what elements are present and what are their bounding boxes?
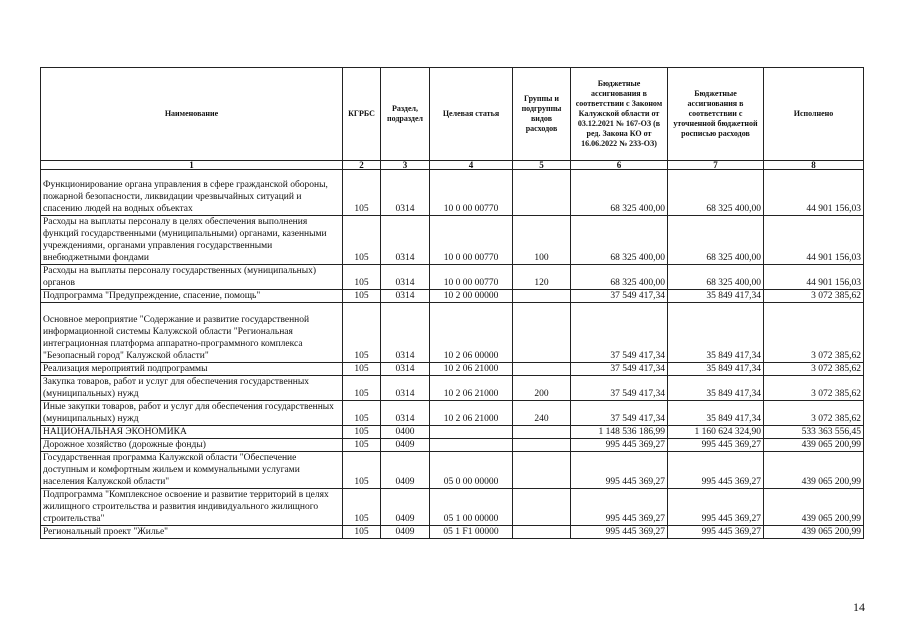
row-refined-allocation: 68 325 400,00: [668, 265, 764, 290]
row-target-article: 10 0 00 00770: [430, 216, 513, 265]
row-name: Реализация мероприятий подпрограммы: [41, 363, 343, 376]
row-refined-allocation: 35 849 417,34: [668, 401, 764, 426]
column-number: 5: [513, 161, 571, 170]
row-target-article: 10 2 06 21000: [430, 363, 513, 376]
table-row: [41, 452, 864, 489]
row-executed: 3 072 385,62: [764, 363, 864, 376]
row-executed: 3 072 385,62: [764, 290, 864, 303]
row-name: Расходы на выплаты персоналу в целях обеспечения выполнения функций государственными (муниципальными) органами, казенными учреждениями, органами управления государственными внебюджетными фондами: [41, 216, 343, 265]
row-kgrbs: 105: [343, 170, 381, 216]
row-refined-allocation: 995 445 369,27: [668, 526, 764, 539]
table-row: [41, 401, 864, 426]
row-section: 0314: [381, 401, 430, 426]
row-executed: 439 065 200,99: [764, 489, 864, 526]
row-executed: 439 065 200,99: [764, 452, 864, 489]
row-kgrbs: 105: [343, 265, 381, 290]
column-number: 6: [571, 161, 668, 170]
row-name: Региональный проект "Жилье": [41, 526, 343, 539]
row-target-article: 05 1 F1 00000: [430, 526, 513, 539]
row-kgrbs: 105: [343, 303, 381, 363]
row-executed: 533 363 556,45: [764, 426, 864, 439]
row-law-allocation: 37 549 417,34: [571, 401, 668, 426]
column-number: 4: [430, 161, 513, 170]
row-target-article: 10 0 00 00770: [430, 265, 513, 290]
table-row: [41, 526, 864, 539]
table-row: [41, 363, 864, 376]
row-kgrbs: 105: [343, 426, 381, 439]
row-section: 0314: [381, 216, 430, 265]
row-kgrbs: 105: [343, 363, 381, 376]
row-target-article: 10 2 06 21000: [430, 401, 513, 426]
row-law-allocation: 37 549 417,34: [571, 303, 668, 363]
row-target-article: [430, 439, 513, 452]
header-executed: Исполнено: [764, 68, 864, 161]
row-expense-group: [513, 363, 571, 376]
row-refined-allocation: 995 445 369,27: [668, 452, 764, 489]
column-number: 2: [343, 161, 381, 170]
row-expense-group: [513, 290, 571, 303]
table-row: [41, 216, 864, 265]
row-law-allocation: 68 325 400,00: [571, 265, 668, 290]
row-expense-group: 120: [513, 265, 571, 290]
row-refined-allocation: 35 849 417,34: [668, 290, 764, 303]
row-expense-group: [513, 426, 571, 439]
header-target-article: Целевая статья: [430, 68, 513, 161]
row-section: 0314: [381, 376, 430, 401]
table-row: [41, 439, 864, 452]
row-executed: 3 072 385,62: [764, 376, 864, 401]
row-target-article: 05 1 00 00000: [430, 489, 513, 526]
header-expense-groups: Группы и подгруппы видов расходов: [513, 68, 571, 161]
header-refined-allocations: Бюджетные ассигнования в соответствии с уточненной бюджетной росписью расходов: [668, 68, 764, 161]
row-expense-group: [513, 489, 571, 526]
page-number: 14: [853, 600, 865, 614]
row-section: 0409: [381, 526, 430, 539]
row-name: Дорожное хозяйство (дорожные фонды): [41, 439, 343, 452]
row-expense-group: [513, 170, 571, 216]
row-name: Функционирование органа управления в сфере гражданской обороны, пожарной безопасности, ликвидации чрезвычайных ситуаций и спасению людей на водных объектах: [41, 170, 343, 216]
row-refined-allocation: 1 160 624 324,90: [668, 426, 764, 439]
row-law-allocation: 68 325 400,00: [571, 216, 668, 265]
row-section: 0314: [381, 170, 430, 216]
row-refined-allocation: 35 849 417,34: [668, 363, 764, 376]
row-section: 0314: [381, 290, 430, 303]
row-section: 0409: [381, 489, 430, 526]
row-refined-allocation: 68 325 400,00: [668, 216, 764, 265]
row-law-allocation: 995 445 369,27: [571, 526, 668, 539]
budget-table: [40, 67, 864, 539]
row-kgrbs: 105: [343, 489, 381, 526]
column-number: 1: [41, 161, 343, 170]
row-refined-allocation: 68 325 400,00: [668, 170, 764, 216]
row-executed: 439 065 200,99: [764, 439, 864, 452]
row-executed: 3 072 385,62: [764, 401, 864, 426]
row-refined-allocation: 35 849 417,34: [668, 303, 764, 363]
row-target-article: 10 0 00 00770: [430, 170, 513, 216]
row-expense-group: [513, 452, 571, 489]
table-row: [41, 170, 864, 216]
header-kgrbs: КГРБС: [343, 68, 381, 161]
column-number: 7: [668, 161, 764, 170]
row-target-article: [430, 426, 513, 439]
row-name: НАЦИОНАЛЬНАЯ ЭКОНОМИКА: [41, 426, 343, 439]
row-refined-allocation: 35 849 417,34: [668, 376, 764, 401]
row-expense-group: [513, 439, 571, 452]
row-executed: 44 901 156,03: [764, 265, 864, 290]
row-executed: 44 901 156,03: [764, 170, 864, 216]
table-row: [41, 303, 864, 363]
row-kgrbs: 105: [343, 439, 381, 452]
row-executed: 3 072 385,62: [764, 303, 864, 363]
row-law-allocation: 68 325 400,00: [571, 170, 668, 216]
table-row: [41, 489, 864, 526]
header-row: [41, 68, 864, 161]
column-number-row: [41, 161, 864, 170]
row-name: Государственная программа Калужской области "Обеспечение доступным и комфортным жильем и коммунальными услугами населения Калужской области": [41, 452, 343, 489]
row-name: Расходы на выплаты персоналу государственных (муниципальных) органов: [41, 265, 343, 290]
table-body: [41, 170, 864, 539]
row-kgrbs: 105: [343, 526, 381, 539]
row-expense-group: 100: [513, 216, 571, 265]
row-section: 0409: [381, 452, 430, 489]
row-law-allocation: 37 549 417,34: [571, 290, 668, 303]
row-kgrbs: 105: [343, 216, 381, 265]
row-refined-allocation: 995 445 369,27: [668, 439, 764, 452]
row-kgrbs: 105: [343, 290, 381, 303]
row-expense-group: 200: [513, 376, 571, 401]
row-expense-group: [513, 526, 571, 539]
row-name: Основное мероприятие "Содержание и развитие государственной информационной системы Калужской области "Региональная интеграционная платформа аппаратно-программного комплекса "Безопасный город" Калужской области": [41, 303, 343, 363]
column-number: 3: [381, 161, 430, 170]
table-header: [41, 68, 864, 170]
row-expense-group: 240: [513, 401, 571, 426]
header-law-allocations: Бюджетные ассигнования в соответствии с Законом Калужской области от 03.12.2021 № 167-ОЗ (в ред. Закона КО от 16.06.2022 № 233-ОЗ): [571, 68, 668, 161]
row-law-allocation: 37 549 417,34: [571, 376, 668, 401]
row-target-article: 10 2 06 00000: [430, 303, 513, 363]
row-target-article: 10 2 00 00000: [430, 290, 513, 303]
row-executed: 44 901 156,03: [764, 216, 864, 265]
header-section: Раздел, подраздел: [381, 68, 430, 161]
row-refined-allocation: 995 445 369,27: [668, 489, 764, 526]
row-name: Подпрограмма "Предупреждение, спасение, помощь": [41, 290, 343, 303]
row-name: Закупка товаров, работ и услуг для обеспечения государственных (муниципальных) нужд: [41, 376, 343, 401]
row-target-article: 05 0 00 00000: [430, 452, 513, 489]
row-kgrbs: 105: [343, 452, 381, 489]
table-row: [41, 376, 864, 401]
row-law-allocation: 995 445 369,27: [571, 489, 668, 526]
row-law-allocation: 37 549 417,34: [571, 363, 668, 376]
row-section: 0314: [381, 303, 430, 363]
row-expense-group: [513, 303, 571, 363]
row-target-article: 10 2 06 21000: [430, 376, 513, 401]
budget-sheet: [40, 67, 863, 539]
row-law-allocation: 995 445 369,27: [571, 439, 668, 452]
row-kgrbs: 105: [343, 401, 381, 426]
row-law-allocation: 1 148 536 186,99: [571, 426, 668, 439]
row-name: Иные закупки товаров, работ и услуг для обеспечения государственных (муниципальных) нужд: [41, 401, 343, 426]
header-name: Наименование: [41, 68, 343, 161]
row-name: Подпрограмма "Комплексное освоение и развитие территорий в целях жилищного строительства и развития индивидуального жилищного строительства": [41, 489, 343, 526]
row-section: 0314: [381, 265, 430, 290]
table-row: [41, 265, 864, 290]
row-executed: 439 065 200,99: [764, 526, 864, 539]
row-section: 0314: [381, 363, 430, 376]
table-row: [41, 426, 864, 439]
row-kgrbs: 105: [343, 376, 381, 401]
row-law-allocation: 995 445 369,27: [571, 452, 668, 489]
table-row: [41, 290, 864, 303]
column-number: 8: [764, 161, 864, 170]
row-section: 0409: [381, 439, 430, 452]
row-section: 0400: [381, 426, 430, 439]
